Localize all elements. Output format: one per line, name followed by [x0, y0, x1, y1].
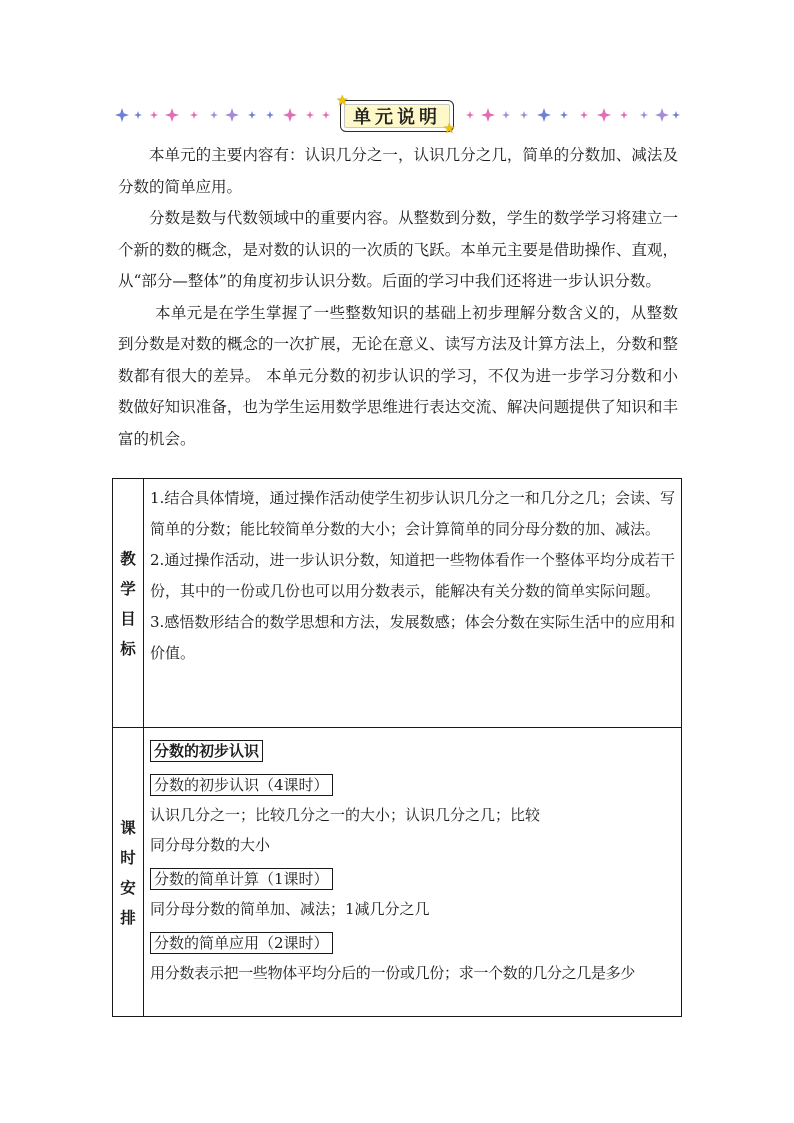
section-line: 认识几分之一；比较几分之一的大小；认识几分之几；比较 [150, 806, 541, 824]
sparkle-icon [248, 111, 256, 119]
sparkle-icon [481, 108, 495, 122]
section-heading: 分数的初步认识（4课时） [150, 774, 333, 796]
sparkle-icon [150, 111, 158, 119]
sparkle-icon [283, 108, 297, 122]
sparkle-icon [520, 111, 528, 119]
sparkle-icon [672, 111, 680, 119]
sparkle-icon [165, 108, 179, 122]
label-char: 教 [120, 550, 136, 568]
schedule-content [144, 728, 682, 1017]
goal-item: 2.通过操作活动，进一步认识分数，知道把一些物体看作一个整体平均分成若干份，其中的一份或几份也可以用分数表示，能解决有关分数的简单实际问题。 [150, 551, 675, 600]
section-heading: 分数的简单应用（2课时） [150, 932, 333, 954]
section-line: 同分母分数的大小 [150, 836, 271, 854]
label-char: 学 [120, 580, 136, 598]
schedule-row [113, 728, 682, 1017]
sparkle-icon [266, 111, 274, 119]
schedule-label-cell [113, 728, 144, 1017]
label-char: 目 [120, 610, 136, 628]
goal-item: 3.感悟数形结合的数学思想和方法，发展数感；体会分数在实际生活中的应用和价值。 [150, 613, 675, 662]
label-char: 标 [120, 640, 136, 658]
goals-label [113, 547, 143, 659]
sparkle-icon [322, 111, 330, 119]
sparkle-icon [640, 111, 648, 119]
sparkle-icon [597, 108, 611, 122]
goals-row [113, 479, 682, 728]
label-char: 安 [120, 879, 136, 897]
sparkle-icon [537, 108, 551, 122]
sparkle-icon [502, 111, 510, 119]
schedule-label [113, 816, 143, 928]
star-icon: ★ [443, 121, 456, 137]
sparkle-icon [620, 111, 628, 119]
unit-title: 分数的初步认识 [150, 740, 263, 762]
sparkle-icon [466, 111, 474, 119]
section-title-box [340, 100, 454, 132]
sparkle-icon [560, 111, 568, 119]
section-title: 单元说明 [353, 107, 441, 128]
star-icon: ★ [336, 93, 349, 109]
sparkle-icon [225, 108, 239, 122]
intro-paragraph: 分数是数与代数领域中的重要内容。从整数到分数，学生的数学学习将建立一个新的数的概念，是对数的认识的一次质的飞跃。本单元主要是借助操作、直观，从“部分—整体”的角度初步认识分数。后面的学习中我们还将进一步认识分数。 [118, 209, 678, 290]
sparkle-icon [190, 111, 198, 119]
section-line: 同分母分数的简单加、减法；1减几分之几 [150, 900, 430, 918]
goal-item: 1.结合具体情境，通过操作活动使学生初步认识几分之一和几分之几；会读、写简单的分数；能比较简单分数的大小；会计算简单的同分母分数的加、减法。 [150, 489, 675, 538]
sparkle-icon [115, 108, 129, 122]
unit-plan-table [112, 478, 682, 1017]
sparkle-icon [210, 111, 218, 119]
label-char: 课 [120, 819, 136, 837]
intro-paragraph: 本单元是在学生掌握了一些整数知识的基础上初步理解分数含义的，从整数到分数是对数的概念的一次扩展，无论在意义、读写方法及计算方法上，分数和整数都有很大的差异。 本单元分数的初步认识的学习，不仅为进一步学习分数和小数做好知识准备，也为学生运用数学思维进行表达交流、解决问题提供了知识和丰富的机会。 [118, 303, 678, 448]
goals-label-cell [113, 479, 144, 728]
sparkle-icon [134, 111, 142, 119]
section-line: 用分数表示把一些物体平均分后的一份或几份；求一个数的几分之几是多少 [150, 964, 636, 982]
sparkle-icon [655, 108, 669, 122]
sparkle-icon [306, 111, 314, 119]
intro-text [118, 140, 678, 455]
intro-paragraph: 本单元的主要内容有：认识几分之一，认识几分之几，简单的分数加、减法及分数的简单应用。 [118, 146, 678, 196]
label-char: 排 [120, 909, 136, 927]
sparkle-icon [580, 111, 588, 119]
section-heading: 分数的简单计算（1课时） [150, 868, 333, 890]
goals-content [144, 479, 682, 728]
label-char: 时 [120, 849, 136, 867]
